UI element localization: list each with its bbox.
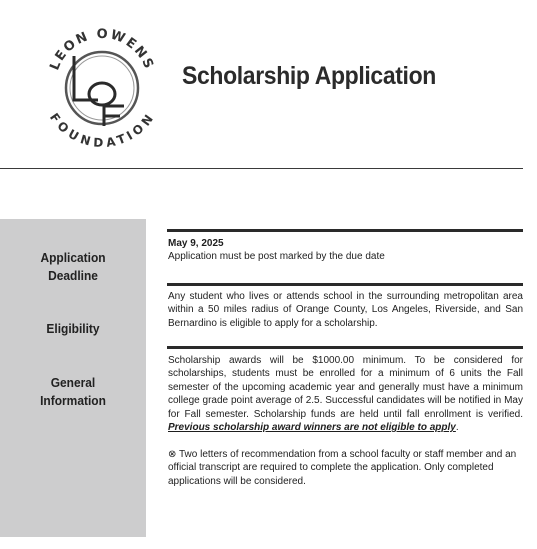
section-rule-general <box>167 346 523 349</box>
section-rule-eligibility <box>167 283 523 286</box>
general-info-body: Scholarship awards will be $1000.00 minimum. To be considered for scholarships, students must be enrolled for a minimum of 6 units the Fall semester of the upcoming academic year and generally must have a minimum college grade point average of 2.5. Successful candidates will be notified in May for Fall semester. Scholarship funds are held until fall enrollment is verified. <box>168 355 523 420</box>
sidebar-label-deadline-line1: Application <box>40 250 106 265</box>
deadline-section <box>168 237 523 264</box>
sidebar-label-general-line1: General <box>50 375 96 390</box>
logo-text-bottom: FOUNDATION <box>46 110 158 151</box>
recommendation-body: Two letters of recommendation from a school faculty or staff member and an official transcript are required to complete the application. Only completed applications will be considered. <box>168 449 517 487</box>
sidebar-label-eligibility-text: Eligibility <box>46 321 100 336</box>
header-divider <box>0 168 523 169</box>
logo-ring <box>66 52 138 124</box>
sidebar-label-deadline-line2: Deadline <box>48 268 98 283</box>
deadline-note: Application must be post marked by the due date <box>168 251 385 263</box>
section-rule-deadline <box>167 229 523 232</box>
sidebar-label-deadline <box>6 249 140 285</box>
sidebar-label-general <box>6 374 140 410</box>
deadline-date: May 9, 2025 <box>168 238 224 249</box>
logo-inner-ring <box>70 56 134 120</box>
sidebar <box>0 219 146 537</box>
foundation-logo <box>40 20 165 158</box>
sidebar-label-eligibility <box>6 320 140 338</box>
recommendation-text <box>168 448 523 488</box>
logo-text-top: LEON OWENS <box>47 26 157 73</box>
ineligibility-notice-end: . <box>455 422 459 434</box>
logo-letter-o <box>89 83 115 105</box>
sidebar-label-general-line2: Information <box>40 393 106 408</box>
general-info-text <box>168 354 523 434</box>
page-title: Scholarship Application <box>182 62 436 90</box>
bullet-icon: ⊗ <box>168 449 177 460</box>
eligibility-text: Any student who lives or attends school in the surrounding metropolitan area within a 50 miles radius of Orange County, Los Angeles, Riverside, and San Bernardino is eligible to apply for a scholarship. <box>168 291 523 329</box>
ineligibility-notice: Previous scholarship award winners are not eligible to apply <box>168 422 456 434</box>
